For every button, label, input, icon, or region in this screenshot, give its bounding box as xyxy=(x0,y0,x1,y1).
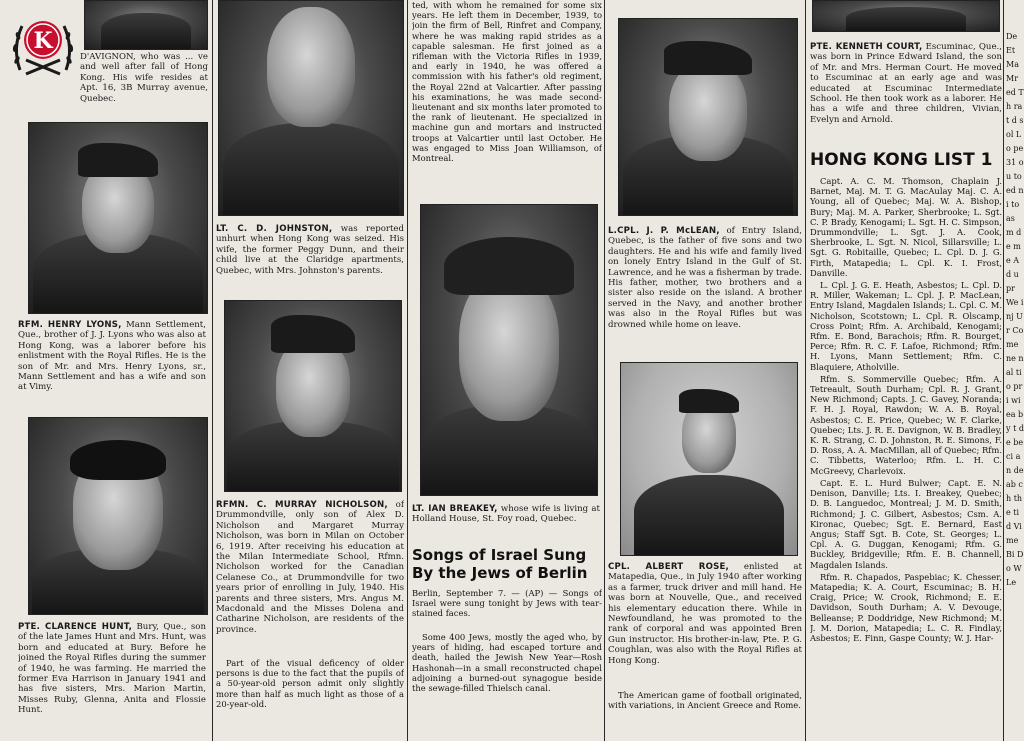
column-rule xyxy=(604,0,605,741)
caption-kenneth-court: PTE. KENNETH COURT, Escuminac, Que., was born in Prince Edward Island, the son of Mr. and Mrs. Herman Court. He moved to Escuminac at an early age and was educated at Escuminac Intermediate School. He then took work as a laborer. He has a wife and three children, Vivian, Evelyn and Arnold. xyxy=(810,42,1002,125)
column-rule xyxy=(407,0,408,741)
photo-murray-nicholson xyxy=(224,300,402,492)
article-songs-dateline: Berlin, September 7. — (AP) — Songs of Israel were sung tonight by Jews with tear-stained faces. xyxy=(412,588,602,619)
article-songs-story: Some 400 Jews, mostly the aged who, by years of hiding, had escaped torture and death, hailed the Jewish New Year—Rosh Hashonah—in a small reconstructed chapel adjoining a burned-out synagogue beside the sewage-filled Thielsch canal. xyxy=(412,632,602,694)
list-paragraph: Capt. A. C. M. Thomson, Chaplain J. Barnet, Maj. M. T. G. MacAulay Maj. C. A. Young, all of Quebec; Maj. W. A. Bishop, Bury; Maj. M. A. Parker, Sherbrooke; L. Sgt. C. P. Brady, Kenogami; L. Sgt. H. C. Simpson, Drummondville; L. Sgt. J. A. Cook, Sherbrooke, L. Sgt. N. Nicol, Sillarsville; L. Sgt. G. Robitaille, Quebec; L. Cpl. D. J. G. Firth, Matapedia; L. Cpl. K. I. Frost, Danville. xyxy=(810,176,1002,278)
hong-kong-list-body xyxy=(810,176,1002,738)
caption-cd-johnston: LT. C. D. JOHNSTON, was reported unhurt when Hong Kong was seized. His wife, the former Peggy Dunn, and their child live at the Claridge apartments, Quebec, with Mrs. Johnston's parents. xyxy=(216,224,404,276)
list-paragraph: L. Cpl. J. G. E. Heath, Asbestos; L. Cpl. D. R. Miller, Wakeman; L. Cpl. J. P. MacLean, Entry Island, Magdalen Islands; L. Cpl. C. M. Nicholson, Scotstown; L. Cpl. R. Olscamp, Cross Point; Rfm. A. Archibald, Kenogami; Rfm. E. Bond, Barachois; Rfm. R. Bourget, Perce; Rfm. R. C. F. Lafoe, Richmond; Rfm. H. Lyons, Mann Settlement; Rfm. C. Blaquiere, Atholville. xyxy=(810,280,1002,372)
caption-davignon: D'AVIGNON, who was ... ve and well after fall of Hong Kong. His wife resides at Apt. 16, 3B Murray avenue, Quebec. xyxy=(80,52,208,104)
photo-kenneth-court xyxy=(812,0,1000,32)
article-breakey-continued: ted, with whom he remained for some six years. He left them in December, 1939, to join the firm of Bell, Rinfret and Company, where he was making rapid strides as a capable salesman. He first joined as a rifleman with the Victoria Rifles in 1939, and early in 1940, he was offered a commission with his father's old regiment, the Royal 22nd at Valcartier. After passing his examinations, he was made second-lieutenant and six months later promoted to the rank of lieutenant. He specialized in machine gun and mortars and instructed troops at Valcartier until last October. He was engaged to Miss Joan Williamson, of Montreal. xyxy=(412,0,602,164)
article-visual-deficiency: Part of the visual deficency of older persons is due to the fact that the pupils of a 50-year-old person admit only slightly more than half as much light as those of a 20-year-old. xyxy=(216,658,404,709)
svg-text:K: K xyxy=(33,28,53,54)
photo-cd-johnston xyxy=(218,0,404,216)
photo-davignon xyxy=(84,0,208,50)
article-football: The American game of football originated, with variations, in Ancient Greece and Rome. xyxy=(608,690,802,711)
list-paragraph: Capt. E. L. Hurd Bulwer; Capt. E. N. Denison, Danville; Lts. I. Breakey, Quebec; D. B. Languedoc, Montreal; J. M. D. Smith, Richmond; J. C. Gilbert, Asbestos; Csm. A. Kironac, Quebec; Sgt. E. Bernard, East Angus; Staff Sgt. B. Cote, St. Georges; L. Cpl. A. G. Duggan, Kenogami; Rfm. G. Buckley, Bridgeville; Rfm. E. B. Channell, Magdalen Islands. xyxy=(810,477,1002,570)
photo-ian-breakey xyxy=(420,204,598,496)
photo-albert-rose xyxy=(620,362,798,556)
photo-henry-lyons xyxy=(28,122,208,314)
photo-jp-mclean xyxy=(618,18,798,216)
caption-jp-mclean: L.CPL. J. P. McLEAN, of Entry Island, Quebec, is the father of five sons and two daughters. He and his wife and family lived on lonely Entry Island in the Gulf of St. Lawrence, and he was a fisherman by trade. His father, mother, two brothers and a sister also reside on the island. A brother served in the Navy, and another brother was also in the Royal Rifles but was drowned while home on leave. xyxy=(608,226,802,330)
list-paragraph: Rfm. R. Chapados, Paspebiac; K. Chesser, Matapedia; K. A. Court, Escuminac; B. H. Craig, Price; W. Crook, Richmond; E. E. Davidson, South Durham; A. V. Devouge, Belleanse; P. Doddridge, New Richmond; M. J. M. Dorion, Matapedia; L. C. R. Findlay, Asbestos; E. Finn, Gaspe County; W. J. Har- xyxy=(810,571,1002,643)
column-rule xyxy=(212,0,213,741)
column-rule xyxy=(805,0,806,741)
caption-ian-breakey: LT. IAN BREAKEY, whose wife is living at Holland House, St. Foy road, Quebec. xyxy=(412,504,600,525)
headline-songs-of-israel: Songs of Israel Sung By the Jews of Berlin xyxy=(412,546,588,582)
caption-murray-nicholson: RFMN. C. MURRAY NICHOLSON, of Drummondville, only son of Alex D. Nicholson and Margaret Murray Nicholson, was born in Milan on October 6, 1919. After receiving his education at the Milan Intermediate School, Rfmn. Nicholson worked for the Canadian Celanese Co., at Drummondville for two years prior of enrolling in July, 1940. His parents and three sisters, Mrs. Angus M. Macdonald and the Misses Dolena and Catharine Nicholson, are residents of the province. xyxy=(216,500,404,635)
cutoff-column-fragments: De Et Ma Mr ed Th rat d sol Lo pe 31 ou to ed ni to as m de me Ad u pr We inj Ur Co me ne nal tio pri wi ea by t de be ci an de ab ch the tid Vi me Bi Do W Le xyxy=(1006,32,1024,587)
column-rule xyxy=(1003,0,1004,741)
caption-clarence-hunt: PTE. CLARENCE HUNT, Bury, Que., son of the late James Hunt and Mrs. Hunt, was born and educated at Bury. Before he joined the Royal Rifles during the summer of 1940, he was farming. He married the former Eva Harrison in January 1941 and has five sisters, Mrs. Marion Martin, Misses Ruby, Glenna, Anita and Flossie Hunt. xyxy=(18,622,206,716)
caption-henry-lyons: RFM. HENRY LYONS, Mann Settlement, Que., brother of J. J. Lyons who was also at Hong Kong, was a laborer before his enlistment with the Royal Rifles. He is the son of Mr. and Mrs. Henry Lyons, sr., Mann Settlement and has a wife and son at Vimy. xyxy=(18,320,206,393)
caption-albert-rose: CPL. ALBERT ROSE, enlisted at Matapedia, Que., in July 1940 after working as a farmer, truck driver and mill hand. He was born at Nouvelle, Que., and received his elementary education there. While in Newfoundland, he was promoted to the rank of corporal and was appointed Bren Gun instructor. His brother-in-law, Pte. P. G. Coughlan, was also with the Royal Rifles at Hong Kong. xyxy=(608,562,802,666)
photo-clarence-hunt xyxy=(28,417,208,615)
heading-hong-kong-list: HONG KONG LIST 1 xyxy=(810,150,993,170)
list-paragraph: Rfm. S. Sommerville Quebec; Rfm. A. Tetreault, South Durham; Cpl. R. J. Grant, New Richmond; Capts. J. C. Gavey, Noranda; F. H. J. Royal, Rawdon; W. A. B. Royal, Asbestos; C. E. Price, Quebec; W. F. Clarke, Quebec; Lts. J. R. E. Davignon, W. B. Bradley, K. R. Strang, C. D. Johnston, R. E. Simons, F. D. Ross, A. A. MacMillan, all of Quebec; Rfm. C. Tibbetts, Waterloo; Rfm. L. H. C. McGreevy, Charlevoix. xyxy=(810,373,1002,476)
